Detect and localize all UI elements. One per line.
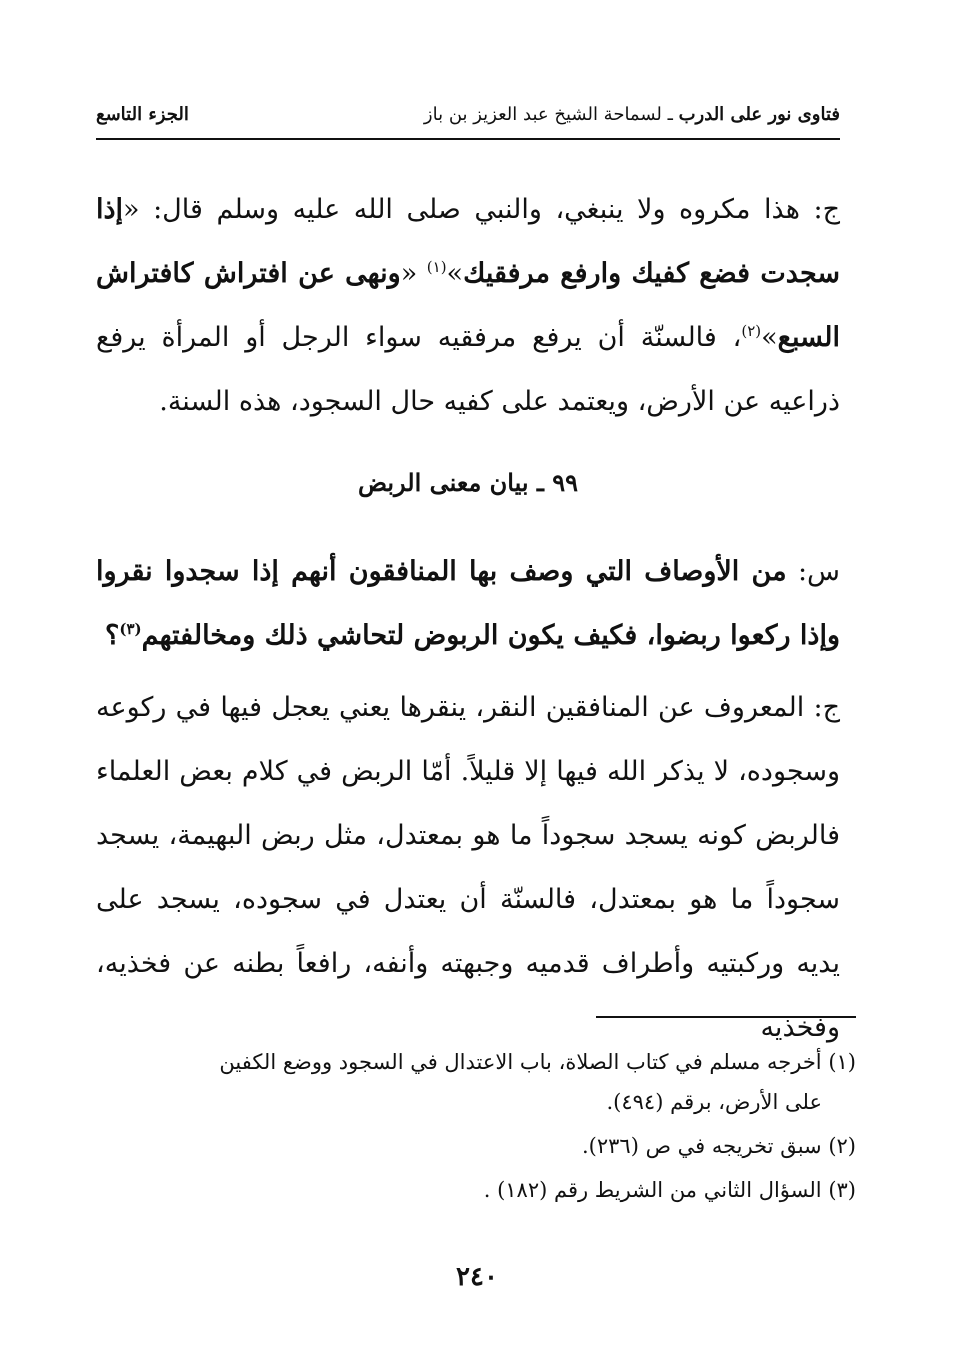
footnote-text: سبق تخريجه في ص (٢٣٦). xyxy=(582,1134,829,1158)
footnotes xyxy=(84,1042,856,1214)
answer-text: ، فالسنّة أن يرفع مرفقيه سواء الرجل أو المرأة يرفع ذراعيه عن الأرض، ويعتمد على كفيه حال السجود، هذه السنة. xyxy=(96,322,840,417)
footnote-number: (٢) xyxy=(828,1134,856,1158)
footnote-text: السؤال الثاني من الشريط رقم (١٨٢) . xyxy=(483,1178,829,1202)
section-heading: ٩٩ ـ بيان معنى الربض xyxy=(357,468,579,497)
answer-text: المعروف عن المنافقين النقر، ينقرها يعني يعجل فيها في ركوعه وسجوده، لا يذكر الله فيها إلا قليلاً. أمّا الربض في كلام بعض العلماء فالربض كونه يسجد سجوداً ما هو بمعتدل، مثل ربض البهيمة، يسجد سجوداً ما هو بمعتدل، فالسنّة أن يعتدل في سجوده، يسجد على يديه وركبتيه وأطراف قدميه وجبهته وأنفه، رافعاً بطنه عن فخذيه، وفخذيه xyxy=(96,692,840,1043)
answer-prefix: ج: xyxy=(799,194,840,225)
quote-close: » xyxy=(446,258,464,289)
quote-open: « xyxy=(400,258,427,289)
author-name: ـ لسماحة الشيخ عبد العزيز بن باز xyxy=(423,104,673,125)
running-header xyxy=(96,98,840,140)
header-book-title xyxy=(424,104,840,125)
footnote xyxy=(84,1170,856,1210)
answer-paragraph-2 xyxy=(96,676,840,1060)
header-volume: الجزء التاسع xyxy=(96,104,189,125)
footnote-ref: (٢) xyxy=(741,322,762,340)
question-prefix: س: xyxy=(786,556,840,587)
answer-prefix: ج: xyxy=(804,692,840,723)
footnote-text: أخرجه مسلم في كتاب الصلاة، باب الاعتدال في السجود ووضع الكفين xyxy=(219,1050,829,1074)
page-number: ٢٤٠ xyxy=(456,1262,498,1292)
footnote-separator xyxy=(596,1016,856,1018)
footnote-text-continued: على الأرض، برقم (٤٩٤). xyxy=(606,1090,822,1114)
footnote xyxy=(84,1126,856,1166)
answer-paragraph-1 xyxy=(96,178,840,434)
question-paragraph xyxy=(96,540,840,668)
book-title: فتاوى نور على الدرب xyxy=(678,104,840,125)
footnote-ref: (٣) xyxy=(119,620,142,638)
footnote-ref: (١) xyxy=(426,258,447,276)
hadith-quote: ونهى عن افتراش كافتراش السبع xyxy=(96,258,840,353)
question-text: من الأوصاف التي وصف بها المنافقون أنهم إذا سجدوا نقروا وإذا ركعوا ربضوا، فكيف يكون الربوض لتحاشي ذلك ومخالفتهم xyxy=(96,556,840,651)
footnote-number: (١) xyxy=(828,1050,856,1074)
footnote-number: (٣) xyxy=(828,1178,856,1202)
quote-close: » xyxy=(761,322,778,353)
hadith-quote: إذا سجدت فضع كفيك وارفع مرفقيك xyxy=(96,194,840,289)
answer-text: هذا مكروه ولا ينبغي، والنبي صلى الله عليه وسلم قال: « xyxy=(123,194,800,225)
footnote xyxy=(84,1042,856,1122)
question-mark: ؟ xyxy=(105,620,120,651)
